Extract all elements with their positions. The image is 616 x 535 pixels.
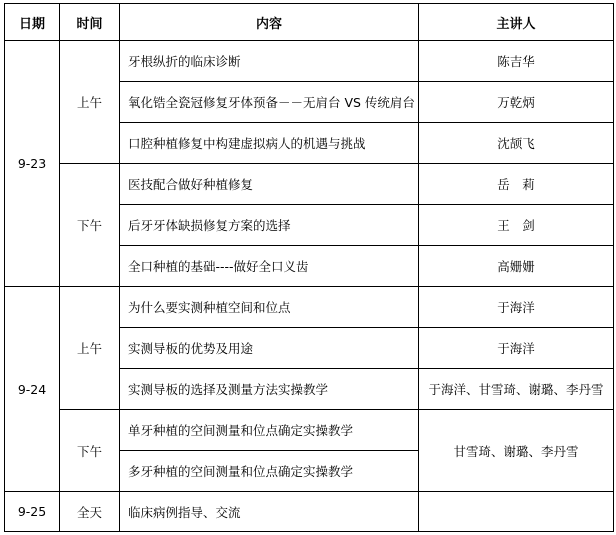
- speaker-cell: [419, 492, 614, 532]
- topic-cell: 后牙牙体缺损修复方案的选择: [120, 205, 419, 246]
- table-row: [5, 410, 614, 451]
- date-cell: 9-25: [5, 492, 60, 532]
- header-speaker: 主讲人: [419, 4, 614, 41]
- table-row: [5, 287, 614, 328]
- topic-cell: 单牙种植的空间测量和位点确定实操教学: [120, 410, 419, 451]
- topic-cell: 口腔种植修复中构建虚拟病人的机遇与挑战: [120, 123, 419, 164]
- topic-cell: 医技配合做好种植修复: [120, 164, 419, 205]
- topic-cell: 牙根纵折的临床诊断: [120, 41, 419, 82]
- period-cell: 上午: [60, 287, 120, 410]
- header-row: [5, 4, 614, 41]
- date-cell: 9-24: [5, 287, 60, 492]
- speaker-cell: 于海洋: [419, 328, 614, 369]
- speaker-cell: 王 剑: [419, 205, 614, 246]
- period-cell: 下午: [60, 410, 120, 492]
- table-row: [5, 41, 614, 82]
- speaker-cell: 万乾炳: [419, 82, 614, 123]
- speaker-cell: 岳 莉: [419, 164, 614, 205]
- speaker-cell: 甘雪琦、谢璐、李丹雪: [419, 410, 614, 492]
- speaker-cell: 高姗姗: [419, 246, 614, 287]
- topic-cell: 多牙种植的空间测量和位点确定实操教学: [120, 451, 419, 492]
- header-content: 内容: [120, 4, 419, 41]
- speaker-cell: 沈颉飞: [419, 123, 614, 164]
- speaker-cell: 于海洋、甘雪琦、谢璐、李丹雪: [419, 369, 614, 410]
- period-cell: 下午: [60, 164, 120, 287]
- topic-cell: 氧化锆全瓷冠修复牙体预备－－无肩台 VS 传统肩台: [120, 82, 419, 123]
- table-row: [5, 492, 614, 532]
- topic-cell: 实测导板的优势及用途: [120, 328, 419, 369]
- header-date: 日期: [5, 4, 60, 41]
- topic-cell: 全口种植的基础----做好全口义齿: [120, 246, 419, 287]
- period-cell: 全天: [60, 492, 120, 532]
- schedule-table: [4, 3, 614, 532]
- speaker-cell: 于海洋: [419, 287, 614, 328]
- header-time: 时间: [60, 4, 120, 41]
- topic-cell: 实测导板的选择及测量方法实操教学: [120, 369, 419, 410]
- topic-cell: 临床病例指导、交流: [120, 492, 419, 532]
- date-cell: 9-23: [5, 41, 60, 287]
- table-row: [5, 164, 614, 205]
- speaker-cell: 陈吉华: [419, 41, 614, 82]
- topic-cell: 为什么要实测种植空间和位点: [120, 287, 419, 328]
- period-cell: 上午: [60, 41, 120, 164]
